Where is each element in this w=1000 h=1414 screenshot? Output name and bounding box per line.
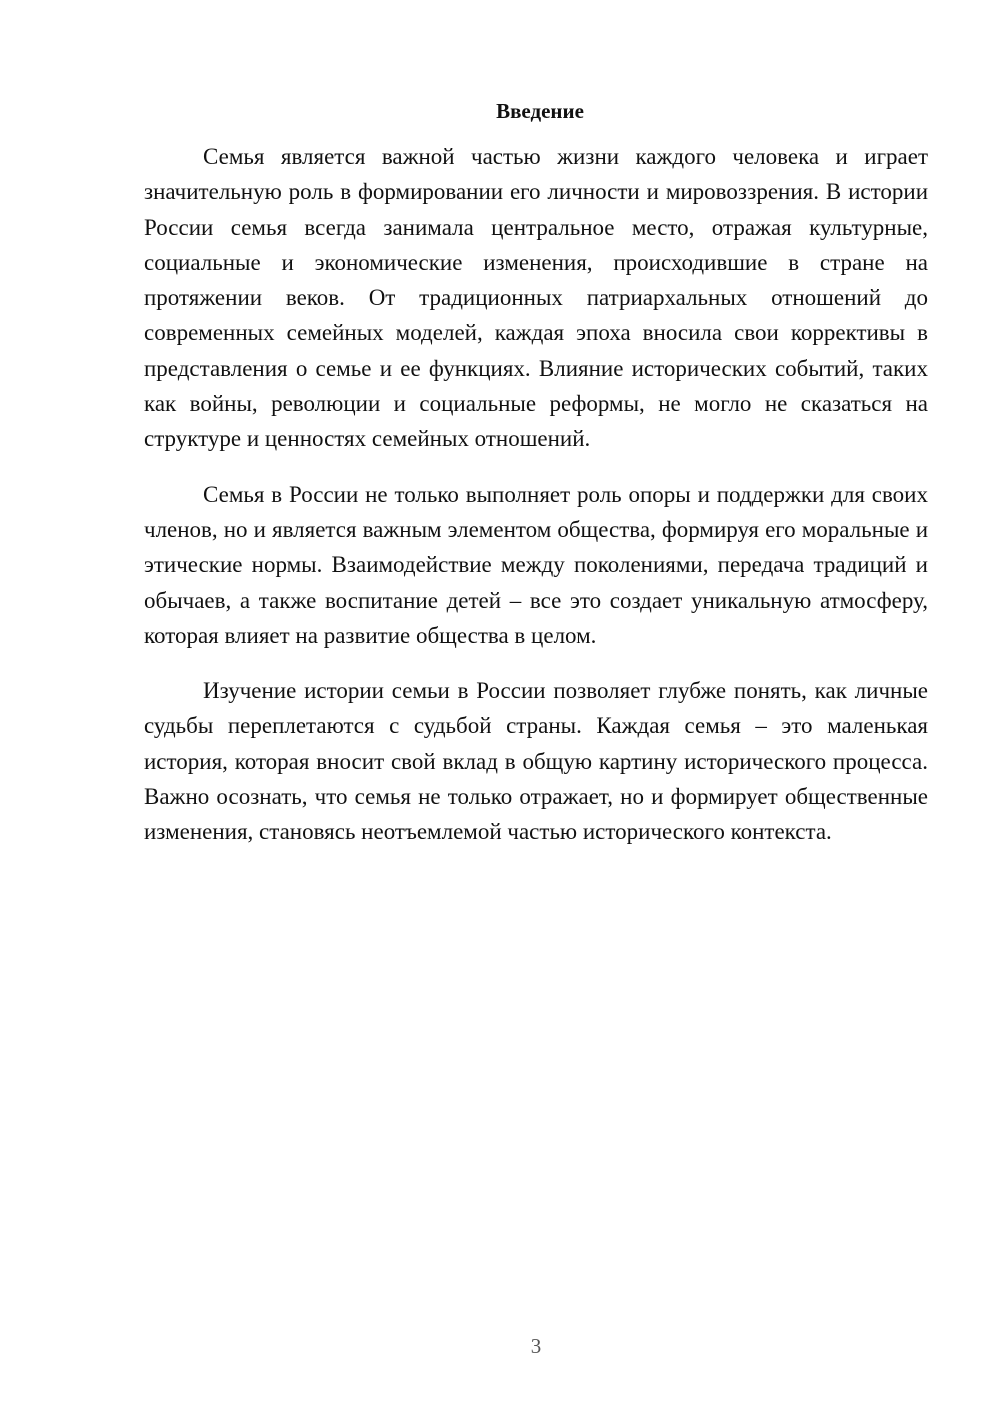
- page-content: [144, 96, 928, 850]
- paragraph-1: Семья является важной частью жизни каждого человека и играет значительную роль в формировании его личности и мировоззрения. В истории России семья всегда занимала центральное место, отражая культурные, социальные и экономические изменения, происходившие в стране на протяжении веков. От традиционных патриархальных отношений до современных семейных моделей, каждая эпоха вносила свои коррективы в представления о семье и ее функциях. Влияние исторических событий, таких как войны, революции и социальные реформы, не могло не сказаться на структуре и ценностях семейных отношений.: [144, 144, 928, 452]
- paragraph-3: Изучение истории семьи в России позволяет глубже понять, как личные судьбы переплетаются с судьбой страны. Каждая семья – это маленькая история, которая вносит свой вклад в общую картину исторического процесса. Важно осознать, что семья не только отражает, но и формирует общественные изменения, становясь неотъемлемой частью исторического контекста.: [144, 678, 928, 845]
- page-number: 3: [530, 1334, 542, 1358]
- paragraph-2: Семья в России не только выполняет роль опоры и поддержки для своих членов, но и является важным элементом общества, формируя его моральные и этические нормы. Взаимодействие между поколениями, передача традиций и обычаев, а также воспитание детей – все это создает уникальную атмосферу, которая влияет на развитие общества в целом.: [144, 481, 928, 648]
- section-heading: Введение: [496, 99, 584, 123]
